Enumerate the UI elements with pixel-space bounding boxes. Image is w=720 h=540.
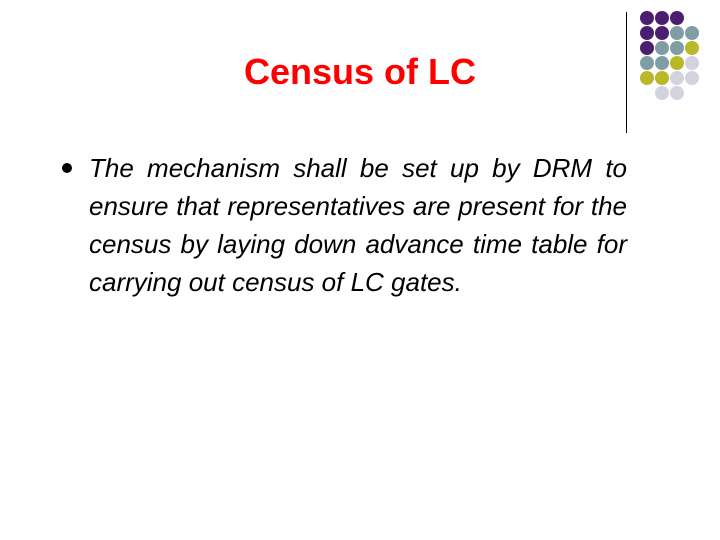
bullet-text: The mechanism shall be set up by DRM to ensure that representatives are present for the census by laying down advance time table for carrying out census of LC gates. bbox=[89, 153, 627, 297]
decorative-dot bbox=[670, 26, 684, 40]
decorative-dot bbox=[640, 26, 654, 40]
decorative-dot bbox=[640, 11, 654, 25]
decorative-dot bbox=[655, 11, 669, 25]
decorative-dot bbox=[655, 26, 669, 40]
bullet-icon bbox=[62, 163, 72, 173]
decorative-dot bbox=[685, 26, 699, 40]
slide-title: Census of LC bbox=[243, 51, 476, 92]
decorative-dot bbox=[670, 11, 684, 25]
